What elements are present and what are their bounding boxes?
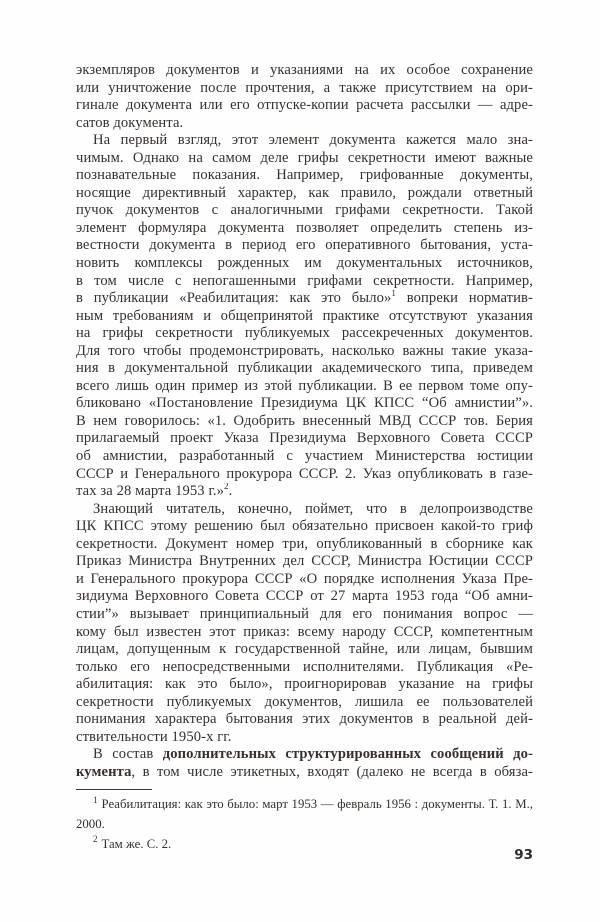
text-line — [76, 483, 533, 501]
text-line — [76, 220, 533, 238]
paragraph — [76, 132, 533, 500]
footnote-marker: 2 — [224, 483, 229, 492]
text-segment: в публикации «Реабилитация: как это было» — [76, 290, 392, 307]
text-line — [76, 132, 533, 150]
text-segment: вопреки норматив- — [396, 290, 533, 307]
text-segment: ЦК КПСС этому решению был обязательно присвоен какой-то гриф — [76, 518, 533, 535]
text-segment: пучок документов с аналогичными грифами секретности. Такой — [76, 202, 533, 219]
text-segment: лицам, допущенным к государственной тайне, или лицам, бывшим — [76, 641, 533, 658]
text-segment: Там же. С. 2. — [101, 836, 172, 851]
text-segment: элемент формуляра документа позволяет определить степень из- — [76, 219, 533, 236]
text-line — [76, 167, 533, 185]
text-line — [76, 185, 533, 203]
text-line — [76, 571, 533, 589]
text-segment: тах за 28 марта 1953 г.» — [76, 483, 225, 500]
text-line — [76, 325, 533, 343]
text-segment: Знающий читатель, конечно, поймет, что в делопроизводстве — [93, 500, 533, 517]
text-segment: На первый взгляд, этот элемент документа кажется мало зна- — [93, 132, 533, 149]
paragraph — [76, 62, 533, 132]
text-segment: прилагаемый проект Указа Президиума Верховного Совета СССР — [76, 430, 533, 447]
text-segment: секретности публикуемых документов, лишила ее пользователей — [76, 693, 533, 710]
footnote-marker: 1 — [93, 795, 98, 805]
footnote-line — [76, 835, 533, 855]
text-segment: на грифы секретности публикуемых рассекреченных документов. — [76, 325, 533, 342]
text-segment: в том числе с непогашенными грифами секретности. Например, — [76, 272, 533, 289]
text-segment: гинале документа или его отпуске-копии расчета рассылки — адре- — [76, 97, 533, 114]
footnote-line — [76, 795, 533, 815]
text-segment: Для того чтобы продемонстрировать, насколько важны такие указа- — [76, 342, 533, 359]
text-line — [76, 764, 533, 782]
paragraph — [76, 501, 533, 747]
text-line — [76, 343, 533, 361]
text-segment: бликовано «Постановление Президиума ЦК КПСС “Об амнистии”». — [76, 395, 533, 412]
footnote-marker: 1 — [391, 290, 396, 299]
text-line — [76, 553, 533, 571]
text-line — [76, 659, 533, 677]
text-line — [76, 746, 533, 764]
text-segment: абилитация: как это было», проигнорировав указание на грифы — [76, 676, 533, 693]
text-segment: понимания характера бытования этих документов в реальной дей- — [76, 711, 533, 728]
text-segment: вестности документа в период его оперативного бытования, уста- — [76, 237, 533, 254]
text-line — [76, 115, 533, 133]
text-line — [76, 606, 533, 624]
text-segment: чимым. Однако на самом деле грифы секретности имеют важные — [76, 149, 533, 166]
text-line — [76, 501, 533, 519]
text-line — [76, 624, 533, 642]
text-segment: кумента — [76, 763, 132, 780]
text-line — [76, 676, 533, 694]
text-segment: , в том числе этикетных, входят (далеко не всегда в обяза- — [131, 763, 533, 780]
text-line — [76, 62, 533, 80]
text-segment: кому был известен этот приказ: всему народу СССР, компетентным — [76, 623, 533, 640]
text-segment: Реабилитация: как это было: март 1953 — февраль 1956 : документы. Т. 1. М., — [101, 797, 533, 811]
footnote-line — [76, 815, 533, 835]
text-segment: В состав — [93, 746, 163, 763]
text-line — [76, 273, 533, 291]
text-line — [76, 395, 533, 413]
footnote-separator — [76, 789, 152, 790]
paragraph — [76, 746, 533, 781]
text-segment: секретности. Документ номер три, опубликованный в сборнике как — [76, 535, 533, 552]
text-segment: зидиума Верховного Совета СССР от 27 марта 1953 года “Об амни- — [76, 588, 533, 605]
text-segment: экземпляров документов и указаниями на их особое сохранение — [76, 62, 533, 78]
text-segment: сатов документа. — [76, 114, 184, 131]
text-line — [76, 641, 533, 659]
text-segment: 2000. — [76, 816, 105, 831]
text-line — [76, 413, 533, 431]
text-segment: носящие директивный характер, как правило, рождали ответный — [76, 184, 533, 201]
text-segment: ния в документальной публикации академического типа, приведем — [76, 360, 533, 377]
text-line — [76, 729, 533, 747]
text-segment: и Генерального прокурора СССР «О порядке исполнения Указа Пре- — [76, 570, 533, 587]
text-line — [76, 150, 533, 168]
text-line — [76, 466, 533, 484]
text-line — [76, 430, 533, 448]
text-line — [76, 588, 533, 606]
page-text-block — [76, 62, 533, 781]
footnotes — [76, 795, 533, 854]
text-line — [76, 308, 533, 326]
text-line — [76, 202, 533, 220]
text-line — [76, 237, 533, 255]
text-segment: новить комплексы рожденных им документальных источников, — [76, 255, 533, 272]
footnote-marker: 2 — [93, 834, 98, 845]
text-segment: . — [228, 483, 233, 500]
page-number: 93 — [514, 847, 533, 863]
text-segment: стии”» вызывает принципиальный для его понимания вопрос — — [76, 605, 533, 622]
text-segment: всего лишь один пример из этой публикации. В ее первом томе опу- — [76, 377, 533, 394]
text-segment: или уничтожение после прочтения, а также присутствием на ори- — [76, 79, 533, 96]
text-line — [76, 80, 533, 98]
text-line — [76, 536, 533, 554]
text-segment: познавательные показания. Например, грифованные документы, — [76, 167, 533, 184]
text-line — [76, 448, 533, 466]
text-segment: ным требованиям и общепринятой практике отсутствуют указания — [76, 307, 533, 324]
text-line — [76, 255, 533, 273]
text-line — [76, 518, 533, 536]
footnote — [76, 835, 533, 855]
text-line — [76, 97, 533, 115]
text-segment: В нем говорилось: «1. Одобрить внесенный МВД СССР тов. Берия — [76, 412, 533, 429]
text-line — [76, 360, 533, 378]
footnote — [76, 795, 533, 835]
text-segment: Приказ Министра Внутренних дел СССР, Министра Юстиции СССР — [76, 553, 533, 570]
text-segment: только его непосредственными исполнителями. Публикация «Ре- — [76, 658, 533, 675]
text-line — [76, 694, 533, 712]
text-segment: об амнистии, разработанный с участием Министерства юстиции — [76, 448, 533, 465]
text-segment: СССР и Генерального прокурора СССР. 2. Указ опубликовать в газе- — [76, 465, 533, 482]
text-segment: ствительности 1950-х гг. — [76, 728, 232, 745]
text-line — [76, 378, 533, 396]
text-line — [76, 711, 533, 729]
text-line — [76, 290, 533, 308]
text-segment: дополнительных структурированных сообщений до- — [162, 746, 533, 763]
